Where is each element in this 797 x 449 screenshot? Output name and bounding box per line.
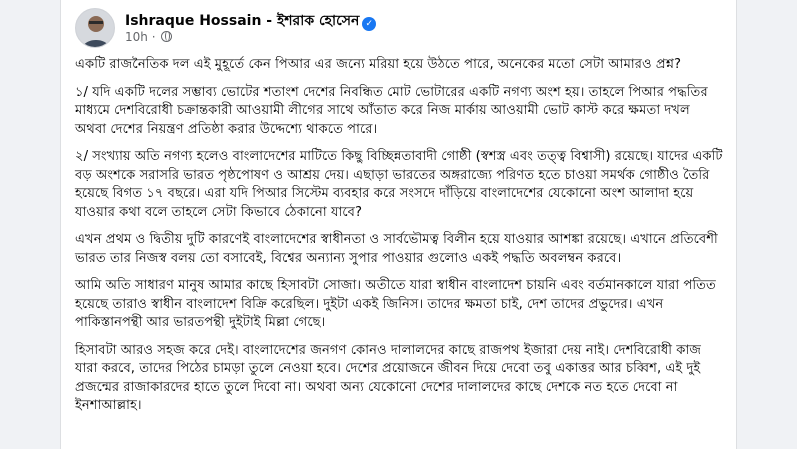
post-paragraph-2: ১/ যদি একটি দলের সম্ভাব্য ভোটের শতাংশ দেশের নিবন্ধিত মোট ভোটারের একটি নগণ্য অংশ হয়। তাহলে পিআর পদ্ধতির মাধ্যমে দেশবিরোধী চক্রান্তকারী আওয়ামী লীগের সাথে আঁতাত করে নিজ মার্কায় আওয়ামী ভোট কাস্ট করে ক্ষমতা দখল অথবা দেশের নিয়ন্ত্রণ প্রতিষ্ঠা করার উদ্দেশ্যে থাকতে পারে। (75, 84, 708, 137)
meta-separator: · (151, 30, 156, 44)
post-paragraph-5: আমি অতি সাধারণ মানুষ আমার কাছে হিসাবটা সোজা। অতীতে যারা স্বাধীন বাংলাদেশ চায়নি এবং বর্তমানকালে যারা পতিত হয়েছে তারাও স্বাধীন বাংলাদেশ বিক্রি করেছিল। দুইটা একই জিনিস। তাদের ক্ষমতা চাই, দেশ তাদের প্রভুদের। এখন পাকিস্তানপন্থী আর ভারতপন্থী দুইটাই মিল্লা গেছে। (75, 278, 716, 330)
post-paragraph-1: একটি রাজনৈতিক দল এই মুহূর্তে কেন পিআর এর জন্যে মরিয়া হয়ে উঠতে পারে, অনেকের মতো সেটা আমারও প্রশ্ন? (75, 57, 682, 72)
post-paragraph-4: এখন প্রথম ও দ্বিতীয় দুটি কারণেই বাংলাদেশের স্বাধীনতা ও সার্বভৌমত্ব বিলীন হয়ে যাওয়ার আশঙ্কা রয়েছে। এখানে প্রতিবেশী ভারত তার নিজস্ব বলয় তো বসাবেই, বিশ্বের অন্যান্য সুপার পাওয়ার গুলোও একই পদ্ধতি অবলম্বন করবে। (75, 232, 718, 266)
post-paragraph-3: ২/ সংখ্যায় অতি নগণ্য হলেও বাংলাদেশের মাটিতে কিছু বিচ্ছিন্নতাবাদী গোষ্ঠী (স্বশস্ত্র এবং তত্ত্ব বিশ্বাসী) রয়েছে। যাদের একটি বড় অংশকে সরাসরি ভারত পৃষ্ঠপোষণ ও আশ্রয় দেয়। এছাড়া ভারতের অঙ্গরাজ্যে পরিণত হতে চাওয়া সমর্থক গোষ্ঠীও তৈরি হয়েছে বিগত ১৭ বছরে। এরা যদি পিআর সিস্টেম ব্যবহার করে সংসদে দাঁড়িয়ে বাংলাদেশের যেকোনো অংশ আলাদা হয়ে যাওয়ার কথা বলে তাহলে সেটা কিভাবে ঠেকানো যাবে? (75, 149, 723, 220)
post-meta (125, 30, 172, 44)
left-margin (0, 0, 60, 449)
verified-badge-icon: ✓ (362, 17, 376, 31)
right-margin (737, 0, 797, 449)
author-name-text[interactable]: Ishraque Hossain - ইশরাক হোসেন (125, 13, 360, 29)
globe-icon[interactable] (161, 31, 172, 42)
profile-photo-icon (76, 9, 115, 48)
post-header (75, 6, 715, 50)
facebook-post (60, 0, 737, 449)
post-paragraph-6: হিসাবটা আরও সহজ করে দেই। বাংলাদেশের জনগণ কোনও দালালদের কাছে রাজপথ ইজারা দেয় নাই। দেশবিরোধী কাজ যারা করবে, তাদের পিঠের চামড়া তুলে নেওয়া হবে। দেশের প্রয়োজনে জীবন দিয়ে দেবো তবু একাত্তর আর চব্বিশ, এই দুই প্রজন্মের রাজাকারদের হাতে তুলে দিবো না। অথবা অন্য যেকোনো দেশের দালালদের কাছে দেশকে নত হতে দেবো না ইনশাআল্লাহ। (75, 342, 702, 413)
avatar[interactable] (75, 8, 115, 48)
post-text (75, 56, 725, 425)
post-timestamp[interactable]: 10h (125, 30, 148, 44)
